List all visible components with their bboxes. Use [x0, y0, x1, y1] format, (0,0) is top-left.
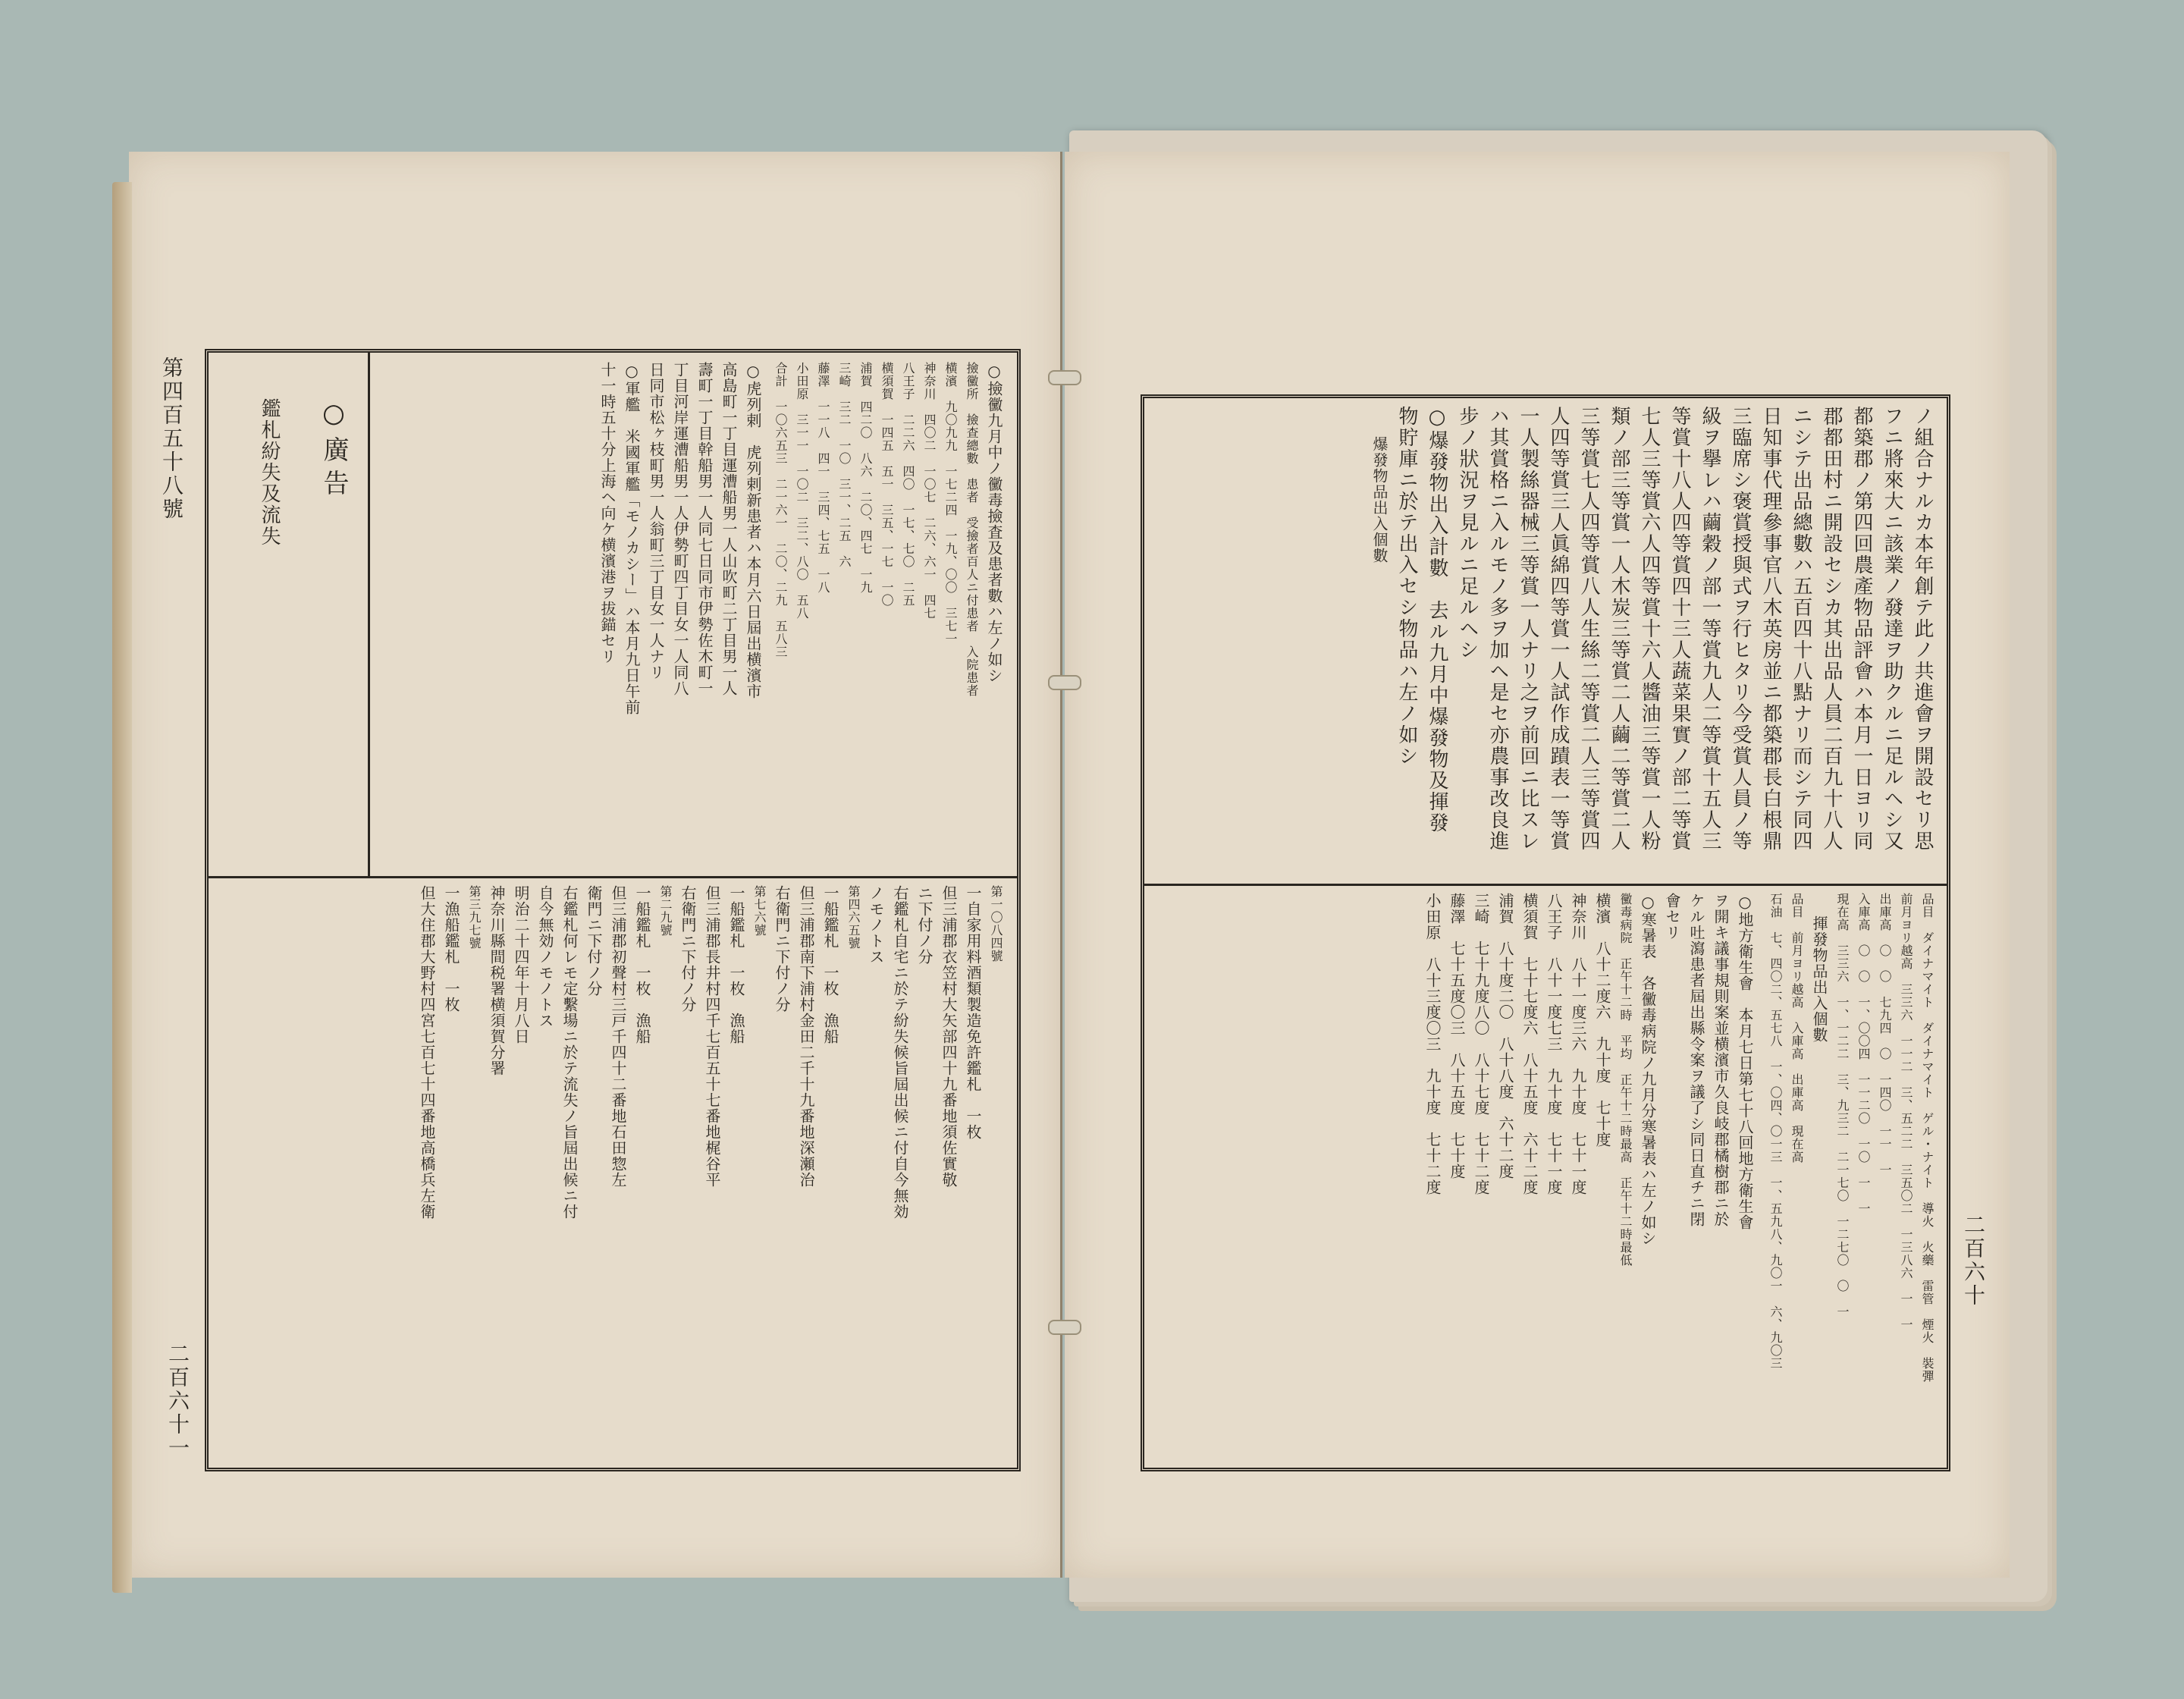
table-caption: 揮發物品出入個數 [1810, 915, 1828, 1043]
open-bound-volume [129, 129, 2055, 1616]
text-column: 右衛門ニ下付ノ分 [679, 885, 697, 1013]
table-row: 石油 七、四〇二、五七八 一、〇四、〇一三 一、五九八、九〇一 六、九〇三 [1768, 893, 1783, 1370]
text-column: 第一〇八四號 [989, 885, 1003, 963]
table-row: 横濱 九〇九九 一七二四 一九、〇〇 三七一 [943, 362, 958, 645]
text-column: 郡都田村ニ開設セシカ其出品人員二百九十八人 [1820, 406, 1843, 852]
table-row: 前月ヨリ越高 三三六 一一二 三、五二二 三五〇二 一三八六 一 一 [1899, 893, 1913, 1331]
text-column: 第四六五號 [846, 885, 861, 950]
right-page [1065, 152, 2010, 1578]
text-column: 但三浦郡初聲村三戸千四十二番地石田惣左 [609, 885, 627, 1188]
table-row: 小田原 八十三度〇三 九十度 七十二度 [1423, 893, 1442, 1195]
text-column: 衛門ニ下付ノ分 [585, 885, 603, 997]
text-column: ハ其賞格ニ入ルモノ多ヲ加ヘ是セ亦農事改良進 [1486, 406, 1509, 852]
text-column: ○寒暑表 各黴毒病院ノ九月分寒暑表ハ左ノ如シ [1639, 893, 1657, 1246]
frame-divider [209, 876, 1017, 878]
text-column: 十一時五十分上海ヘ向ケ横濱港ヲ拔錨セリ [598, 362, 617, 664]
text-column: 會セリ [1663, 893, 1681, 941]
tables-band [1156, 893, 1938, 1457]
table-row: 藤澤 一一八 四一 三四、七五 一八 [816, 362, 830, 594]
text-column: ケル吐瀉患者屆出縣令案ヲ議了シ同日直チニ閉 [1687, 893, 1705, 1227]
text-column: ○撿黴九月中ノ黴毒撿査及患者數ハ左ノ如シ [985, 362, 1003, 683]
text-column: ヲ開キ議事規則案並横濱市久良岐郡橘樹郡ニ於 [1712, 893, 1730, 1227]
text-column: 右衛門ニ下付ノ分 [773, 885, 791, 1013]
table-row: 横須賀 七十七度六 八十五度 六十二度 [1520, 893, 1539, 1195]
issue-label: 第四百五十八號 [159, 356, 184, 521]
table-row: 八王子 二二六 四〇 一七、七〇 二五 [901, 362, 915, 607]
text-column: 一自家用料酒類製造免許鑑札 一枚 [964, 885, 982, 1140]
binding-thread [1048, 1320, 1081, 1335]
ad-section [224, 398, 353, 853]
text-column: 一船鑑札 一枚 漁船 [633, 885, 651, 1044]
text-column: 日知事代理參事官八木英房並ニ都築郡長白根鼎 [1759, 406, 1782, 852]
text-column: 明治二十四年十月八日 [512, 885, 530, 1044]
notice-heading: 鑑札紛失及流失 [258, 398, 281, 547]
text-column: ノ組合ナルカ本年創テ此ノ共進會ヲ開設セリ思 [1911, 406, 1934, 852]
ad-heading: ○廣告 [318, 398, 349, 503]
table-row: 藤澤 七十五度〇三 八十五度 七十度 [1448, 893, 1466, 1179]
text-column: 但三浦郡衣笠村大矢部四十九番地須佐實敬 [940, 885, 958, 1188]
text-column: 三臨席シ褒賞授與式ヲ行ヒタリ今受賞人員ノ等 [1729, 406, 1752, 852]
text-column: 撿黴所 撿查總數 患者 受撿者百人ニ付患者 入院患者 [965, 362, 979, 697]
text-column: ニシテ出品總數ハ五百四十八點ナリ而シテ同四 [1790, 406, 1812, 852]
left-issue-runner [156, 356, 187, 521]
text-column: ニ下付ノ分 [915, 885, 934, 965]
frame-divider [1144, 884, 1947, 886]
right-folio-runner [1958, 1214, 1988, 1308]
table-row: 神奈川 四〇二 一〇七 二六、六一 四七 [922, 362, 937, 620]
inspection-report [380, 362, 1006, 870]
text-column: 第三九七號 [467, 885, 482, 950]
text-column: 七人三等賞六人四等賞十六人醬油三等賞一人粉 [1638, 406, 1661, 852]
text-column: ○軍艦 米國軍艦「モノカシー」ハ本月九日午前 [623, 362, 641, 715]
text-column: 丁目河岸運漕船男一人伊勢町四丁目女一人同八 [671, 362, 689, 696]
table-row: 浦賀 四二〇 八六 二〇、四七 一九 [858, 362, 873, 594]
left-page [129, 152, 1062, 1578]
table-caption: 爆發物品出入個數 [1370, 436, 1389, 564]
license-notices [225, 885, 1006, 1462]
text-column: 都築郡ノ第四回農產物品評會ハ本月一日ヨリ同 [1850, 406, 1873, 852]
binding-thread [1048, 370, 1081, 385]
right-page-frame [1141, 394, 1950, 1471]
text-column: 右鑑札自宅ニ於テ紛失候旨屆出候ニ付自今無効 [891, 885, 909, 1220]
table-row: 黴毒病院 正午十二時 平均 正午十二時最高 正午十二時最低 [1618, 893, 1633, 1267]
text-column: 壽町一丁目幹船男一人同七日同市伊勢佐木町一 [695, 362, 714, 696]
text-column: 等賞十八人四等賞四十三人蔬菜果實ノ部二等賞 [1668, 406, 1691, 852]
text-column: 級ヲ擧レハ繭穀ノ部一等賞九人二等賞十五人三 [1699, 406, 1721, 852]
table-row: 小田原 三一一 一〇二 三二、八〇 五八 [795, 362, 809, 620]
table-row: 横濱 八十二度六 九十度 七十度 [1593, 893, 1611, 1148]
table-row: 品目 前月ヨリ越高 入庫高 出庫高 現在高 [1790, 893, 1804, 1164]
text-column: 一船鑑札 一枚 漁船 [821, 885, 839, 1044]
table-row: 合計 一〇六五三 二一六一 二〇、二九 五八三 [774, 362, 788, 658]
text-column: 一漁船鑑札 一枚 [442, 885, 460, 1013]
text-column: ノモノトス [867, 885, 885, 965]
left-page-frame [205, 349, 1021, 1471]
text-column: 自今無効ノモノトス [536, 885, 554, 1029]
text-column: 神奈川縣間税署横須賀分署 [488, 885, 506, 1076]
text-column: 物貯庫ニ於テ出入セシ物品ハ左ノ如シ [1395, 406, 1418, 767]
text-column: 但三浦郡長井村四千七百五十七番地梶谷平 [703, 885, 721, 1188]
table-row: 八王子 八十一度七三 九十度 七十一度 [1545, 893, 1563, 1195]
text-column: 第二九號 [658, 885, 673, 937]
text-column: ○爆發物出入計數 去ル九月中爆發物及揮發 [1426, 406, 1448, 834]
text-column: 但大住郡大野村四宮七百七十四番地高橋兵左衛 [418, 885, 436, 1220]
table-row: 浦賀 八十度二〇 八十八度 六十二度 [1496, 893, 1514, 1179]
text-column: 類ノ部三等賞一人木炭三等賞二人繭二等賞二人 [1608, 406, 1630, 852]
table-row: 品目 ダイナマイト ダイナマイト ゲル・ナイト 導火 火藥 雷管 煙火 裝彈 [1920, 893, 1935, 1383]
left-spine-edge [112, 182, 132, 1593]
table-row: 現在高 三三六 一、一二二 三、九三二 二一七〇 一二七〇 〇 一 [1835, 893, 1850, 1318]
ad-divider [368, 353, 370, 876]
text-column: 右鑑札何レモ定繫場ニ於テ流失ノ旨屆出候ニ付 [560, 885, 579, 1220]
text-column: 三等賞七人四等賞八人生絲二等賞二人三等賞四 [1577, 406, 1600, 852]
text-column: 步ノ狀況ヲ見ルニ足ルヘシ [1456, 406, 1479, 661]
table-row: 入庫高 〇 〇 一、〇〇四 一一二〇 一〇 一 一 [1856, 893, 1871, 1215]
text-column: 人四等賞三人眞綿四等賞一人試作成蹟表一等賞 [1547, 406, 1570, 852]
text-column: 但三浦郡南下浦村金田二千十九番地深瀬治 [797, 885, 815, 1188]
left-folio-runner [162, 1343, 193, 1460]
article-body [1156, 406, 1938, 876]
binding-thread [1048, 675, 1081, 690]
page-number: 二百六十 [1961, 1214, 1986, 1308]
text-column: 一人製絲器械三等賞一人ナリ之ヲ前回ニ比スレ [1517, 406, 1539, 852]
page-number: 二百六十一 [165, 1343, 190, 1460]
text-column: 日同市松ヶ枝町男一人翁町三丁目女一人ナリ [647, 362, 665, 680]
table-row: 三崎 七十九度八〇 八十七度 七十二度 [1472, 893, 1490, 1195]
table-row: 神奈川 八十一度三六 九十度 七十一度 [1569, 893, 1587, 1195]
text-column: フニ將來大ニ該業ノ發達ヲ助クルニ足ルヘシ又 [1881, 406, 1903, 852]
text-column: 第七六號 [752, 885, 767, 937]
text-column: ○地方衛生會 本月七日第七十八回地方衛生會 [1736, 893, 1754, 1230]
text-column: ○虎列剌 虎列剌新患者ハ本月六日屆出横濱市 [744, 362, 762, 699]
text-column: 一船鑑札 一枚 漁船 [727, 885, 745, 1044]
text-column: 高島町一丁目運漕船男一人山吹町二丁目男一人 [720, 362, 738, 696]
table-row: 三崎 三二 一〇 三一、二五 六 [837, 362, 852, 568]
table-row: 横須賀 一四五 五一 三五、一七 一〇 [880, 362, 894, 607]
table-row: 出庫高 〇 〇 七九四 〇 一四〇 一一 一 [1878, 893, 1892, 1176]
